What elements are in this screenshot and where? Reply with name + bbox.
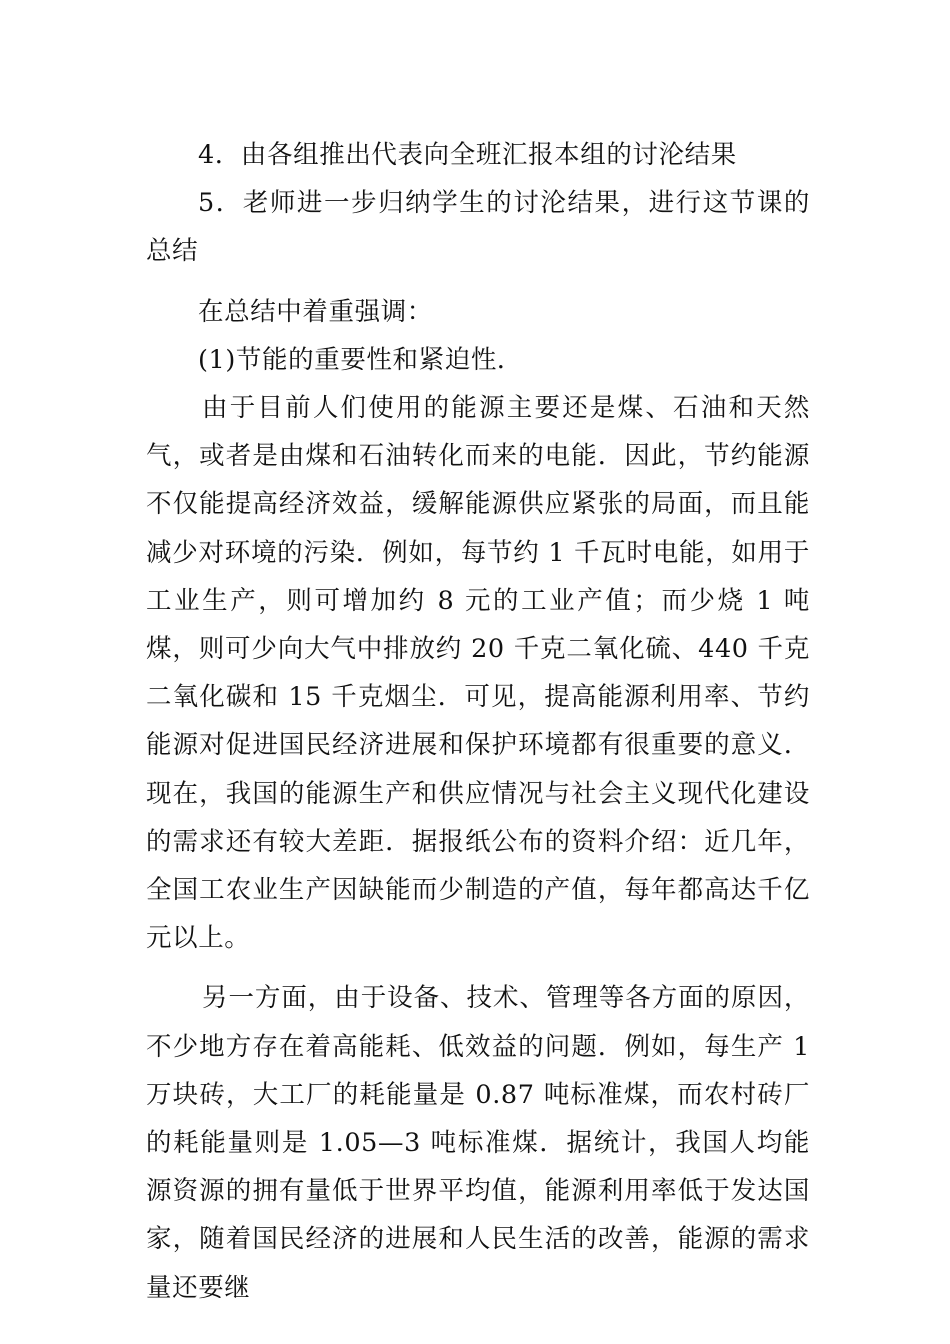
paragraph-summary-intro: 在总结中着重强调： — [198, 296, 433, 327]
paragraph-step-5: 5．老师进一步归纳学生的讨沦结果，进行这节课的总结 — [146, 188, 810, 267]
document-page — [146, 131, 810, 1312]
paragraph-energy-importance: 由于目前人们使用的能源主要还是煤、石油和天然气，或者是由煤和石油转化而来的电能．因此，节约能源不仅能提高经济效益，缓解能源供应紧张的局面，而且能减少对环境的污染．例如，每节约 1 千瓦时电能，如用于工业生产，则可增加约 8 元的工业产值；而少烧 1 吨煤，则可少向大气中排放约 20 千克二氧化硫、440 千克二氧化碳和 15 千克烟尘．可见，提高能源利用率、节约能源对促进国民经济进展和保护环境都有很重要的意义． 现在，我国的能源生产和供应情况与社会主义现代化建设的需求还有较大差距．据报纸公布的资料介绍：近几年，全国工农业生产因缺能而少制造的产值，每年都高达千亿元以上。 — [146, 393, 810, 954]
paragraph-step-4: 4．由各组推出代表向全班汇报本组的讨沦结果 — [198, 140, 737, 170]
paragraph-point-1: (1)节能的重要性和紧迫性． — [198, 344, 524, 375]
paragraph-energy-efficiency: 另一方面，由于设备、技术、管理等各方面的原因，不少地方存在着高能耗、低效益的问题．例如，每生产 1 万块砖，大工厂的耗能量是 0.87 吨标准煤，而农村砖厂的耗能量则是 1.05—3 吨标准煤．据统计，我国人均能源资源的拥有量低于世界平均值，能源利用率低于发达国家，随着国民经济的进展和人民生活的改善，能源的需求量还要继 — [146, 983, 810, 1303]
